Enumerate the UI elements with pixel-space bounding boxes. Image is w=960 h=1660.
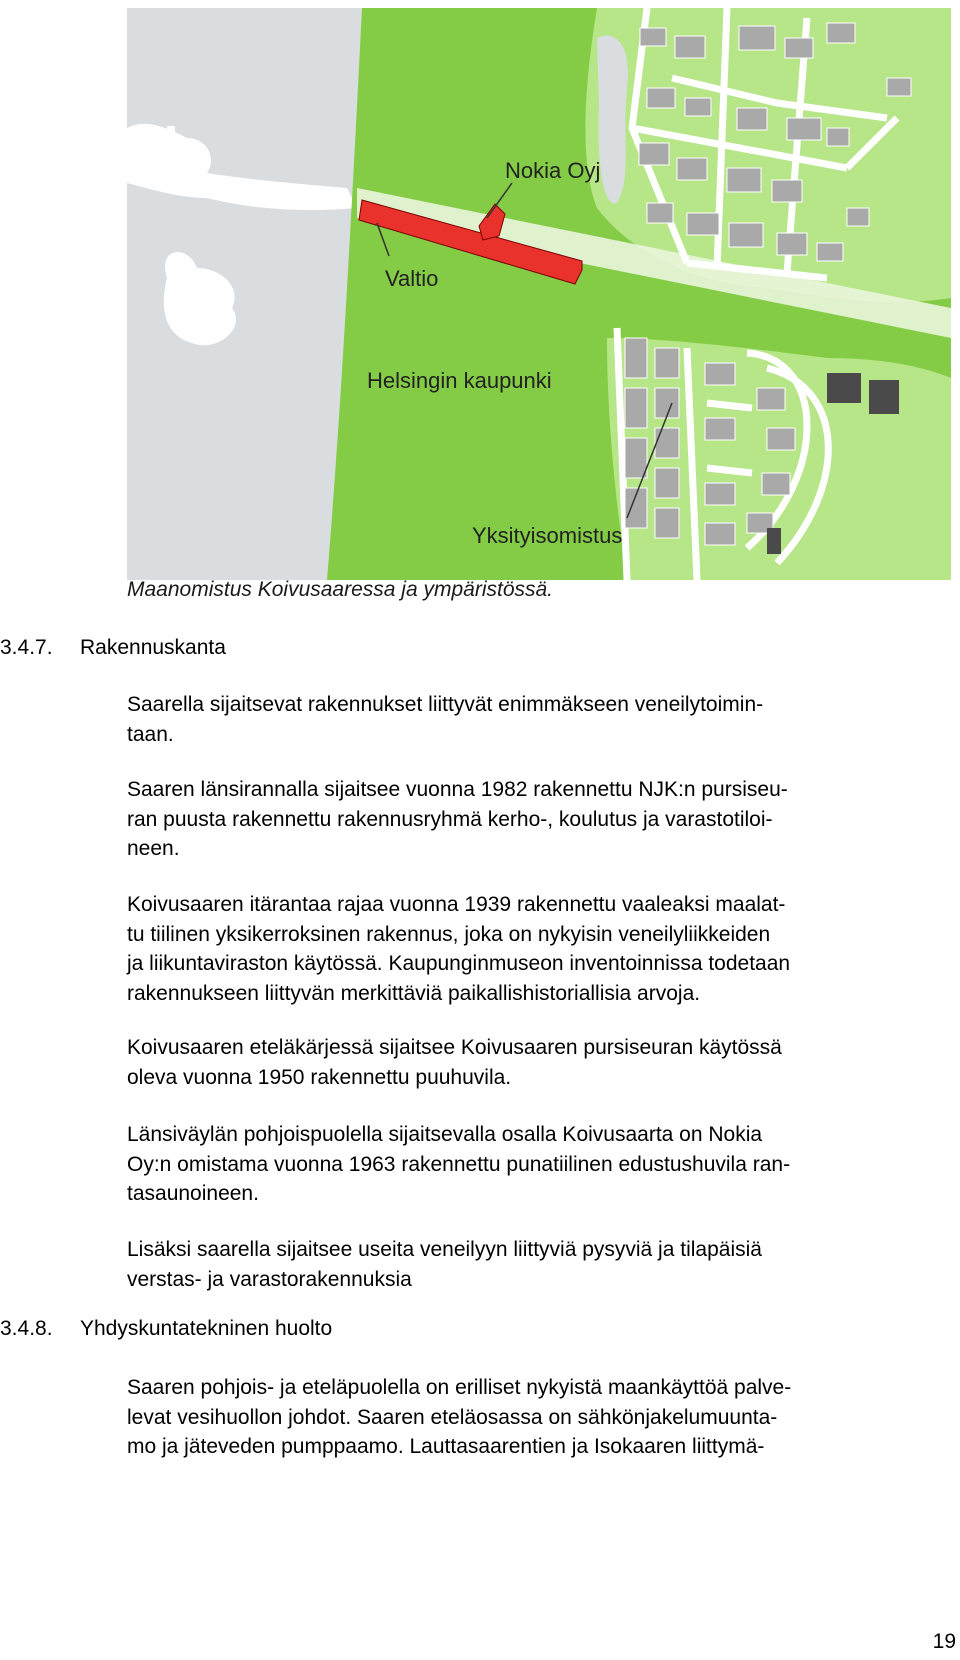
map-label-nokia: Nokia Oyj [505,158,601,183]
section-heading-yhdyskuntatekninen-huolto [0,1317,332,1341]
land-ownership-map [127,8,951,580]
figure-caption: Maanomistus Koivusaaressa ja ympäristössä. [127,578,554,601]
paragraph: Saarella sijaitsevat rakennukset liittyvät enimmäkseen veneilytoimin- taan. [127,693,764,746]
page-number: 19 [932,1630,956,1653]
paragraph: Lisäksi saarella sijaitsee useita veneilyyn liittyviä pysyviä ja tilapäisiä verstas- ja varastorakennuksia [127,1238,762,1291]
section-number: 3.4.8. [0,1317,53,1340]
map-label-private: Yksityisomistus [472,523,623,548]
section-title: Yhdyskuntatekninen huolto [80,1317,333,1340]
paragraph: Saaren pohjois- ja eteläpuolella on erilliset nykyistä maankäyttöä palve- levat vesihuollon johdot. Saaren eteläosassa on sähkönjakelumuunta- mo ja jäteveden pumppaamo. Lauttasaarentien ja Isokaaren liittymä- [127,1376,792,1458]
section-heading-rakennuskanta [0,636,226,660]
section-number: 3.4.7. [0,636,53,659]
paragraph: Saaren länsirannalla sijaitsee vuonna 1982 rakennettu NJK:n pursiseu- ran puusta rakennettu rakennusryhmä kerho-, koulutus ja varastotiloi- neen. [127,778,788,860]
paragraph: Koivusaaren eteläkärjessä sijaitsee Koivusaaren pursiseuran käytössä oleva vuonna 1950 rakennettu puuhuvila. [127,1036,782,1089]
map-label-valtio: Valtio [385,266,439,291]
section-title: Rakennuskanta [80,636,226,659]
map-label-helsinki: Helsingin kaupunki [367,368,552,393]
paragraph: Koivusaaren itärantaa rajaa vuonna 1939 rakennettu vaaleaksi maalat- tu tiilinen yksikerroksinen rakennus, joka on nykyisin veneilyliikkeiden ja liikuntaviraston käytössä. Kaupunginmuseon inventoinnissa todetaan rakennukseen liittyvän merkittäviä paikallishistoriallisia arvoja. [127,893,791,1005]
paragraph: Länsiväylän pohjoispuolella sijaitsevalla osalla Koivusaarta on Nokia Oy:n omistama vuonna 1963 rakennettu punatiilinen edustushuvila ran- tasaunoineen. [127,1123,791,1205]
